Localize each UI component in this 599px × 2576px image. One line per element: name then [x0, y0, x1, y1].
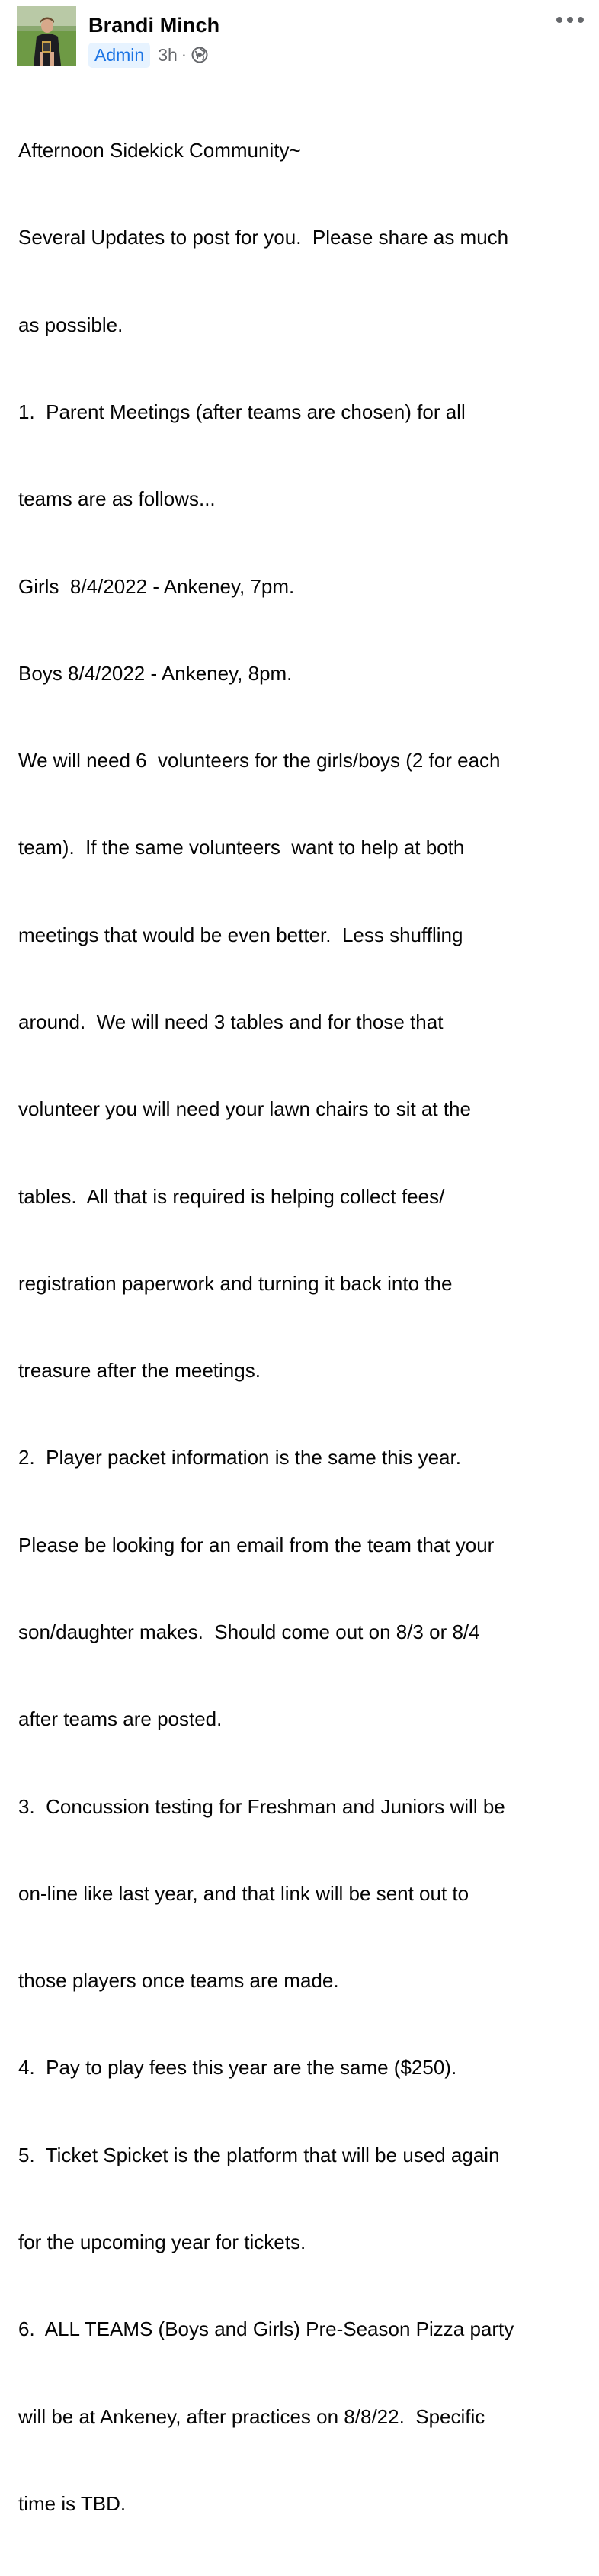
post-line: Afternoon Sidekick Community~ [18, 139, 301, 162]
admin-badge[interactable]: Admin [88, 43, 150, 68]
post-line: Please be looking for an email from the team that your [18, 1533, 495, 1556]
author-avatar[interactable] [17, 6, 76, 66]
post-line: after teams are posted. [18, 1707, 223, 1731]
more-dot [567, 17, 573, 23]
meta-separator: · [181, 45, 187, 64]
post-line: team). If the same volunteers want to help at both [18, 836, 465, 859]
post-line: Girls 8/4/2022 - Ankeney, 7pm. [18, 574, 295, 598]
post-line: registration paperwork and turning it back into the [18, 1271, 453, 1295]
more-dot [556, 17, 562, 23]
post-line: 2. Player packet information is the same this year. [18, 1446, 461, 1469]
globe-icon[interactable] [191, 47, 208, 63]
post-line: treasure after the meetings. [18, 1359, 261, 1383]
post-line: 5. Ticket Spicket is the platform that will be used again [18, 2143, 500, 2166]
post-line: Several Updates to post for you. Please share as much [18, 226, 509, 249]
post-line: Boys 8/4/2022 - Ankeney, 8pm. [18, 661, 293, 685]
more-options-icon[interactable] [556, 14, 584, 26]
post-line: those players once teams are made. [18, 1969, 339, 1993]
post-line: for the upcoming year for tickets. [18, 2230, 306, 2253]
post-line: 1. Parent Meetings (after teams are chosen) for all [18, 400, 466, 424]
post-line: on-line like last year, and that link will be sent out to [18, 1881, 469, 1905]
post-line: around. We will need 3 tables and for those that [18, 1010, 444, 1033]
post-line: 6. ALL TEAMS (Boys and Girls) Pre-Season Pizza party [18, 2317, 514, 2341]
post-line: volunteer you will need your lawn chairs to sit at the [18, 1097, 471, 1121]
post-line: 3. Concussion testing for Freshman and Juniors will be [18, 1794, 505, 1818]
post-meta [88, 42, 208, 68]
post-line: son/daughter makes. Should come out on 8/3 or 8/4 [18, 1620, 480, 1643]
post-line: tables. All that is required is helping collect fees/ [18, 1184, 445, 1208]
author-name[interactable]: Brandi Minch [88, 14, 220, 37]
post-line: teams are as follows... [18, 487, 216, 511]
post-line: time is TBD. [18, 2491, 127, 2515]
more-dot [578, 17, 584, 23]
post-line: will be at Ankeney, after practices on 8/8/22. Specific [18, 2404, 485, 2428]
post-line: 4. Pay to play fees this year are the same ($250). [18, 2056, 457, 2080]
post-line: We will need 6 volunteers for the girls/boys (2 for each [18, 749, 501, 772]
post-body [18, 78, 590, 2576]
post-timestamp[interactable]: 3h [158, 44, 178, 65]
post-line: meetings that would be even better. Less shuffling [18, 923, 463, 946]
post-line: as possible. [18, 313, 123, 336]
avatar-photo [17, 6, 76, 66]
